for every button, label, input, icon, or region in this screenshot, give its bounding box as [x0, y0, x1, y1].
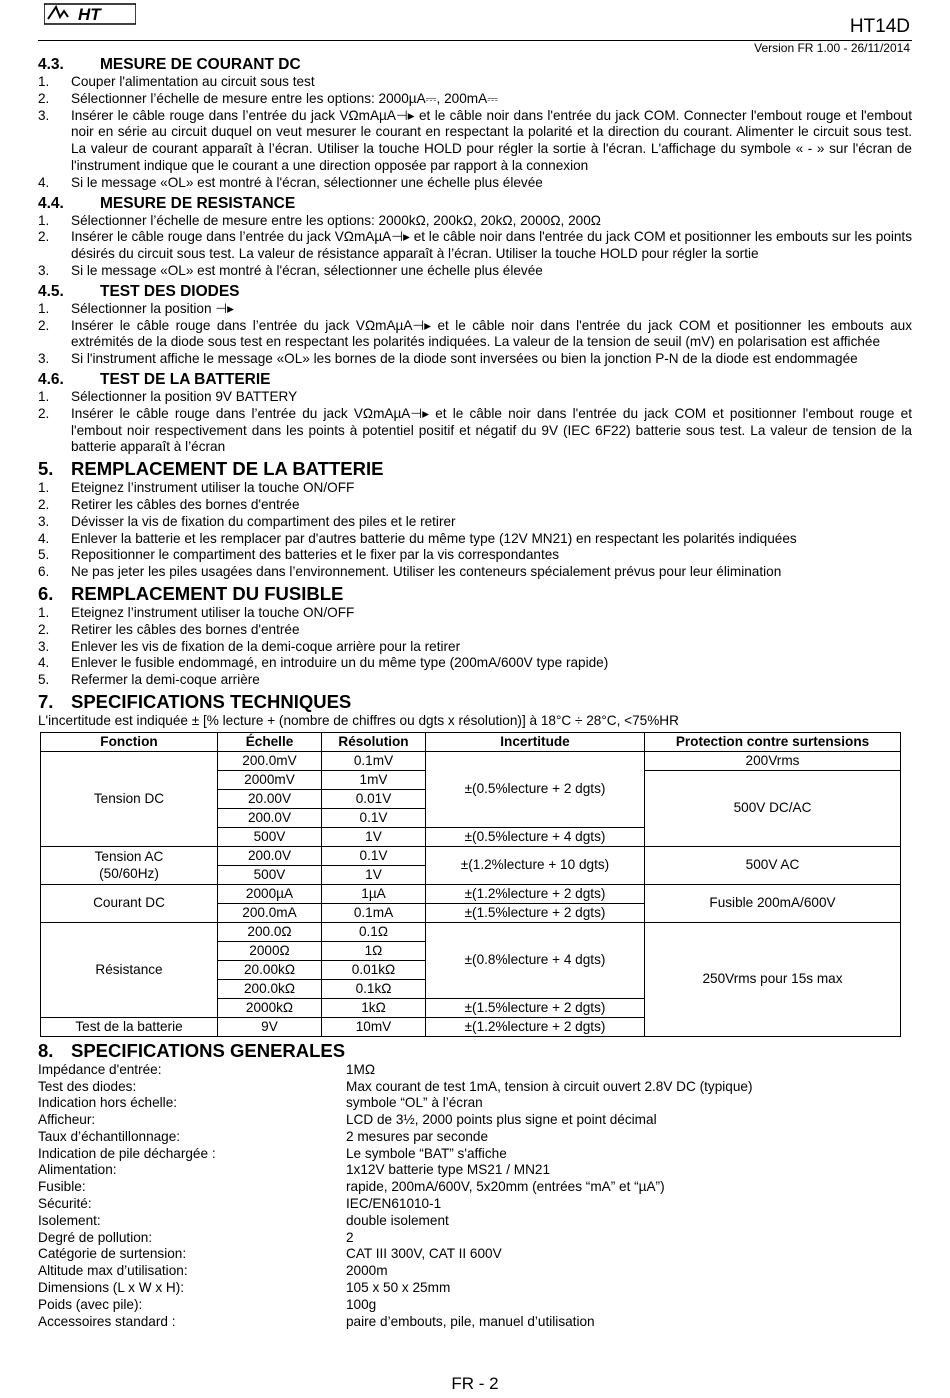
spec-key: Dimensions (L x W x H):	[38, 1280, 185, 1296]
protection-cell: 500V AC	[645, 846, 901, 884]
resolution-cell: 10mV	[322, 1017, 426, 1036]
spec-key: Indication hors échelle:	[38, 1095, 178, 1111]
list-item	[38, 263, 912, 280]
step-list	[38, 605, 912, 689]
resolution-cell: 0.01kΩ	[322, 960, 426, 979]
range-cell: 2000kΩ	[218, 998, 322, 1017]
spec-key: Catégorie de surtension:	[38, 1246, 187, 1262]
step-number: 1.	[38, 74, 50, 89]
step-text: Si le message «OL» est montré à l'écran, sélectionner une échelle plus élevée	[71, 174, 543, 190]
step-text: Si l'instrument affiche le message «OL» les bornes de la diode sont inversées ou bien la jonction P-N de la diode est endommagée	[71, 351, 858, 367]
resolution-cell: 1V	[322, 827, 426, 846]
accuracy-note: L'incertitude est indiquée ± [% lecture + (nombre de chiffres ou dgts x résolution)] à 18°C ÷ 28°C, <75%HR	[38, 712, 679, 728]
step-text: Sélectionner l’échelle de mesure entre les options: 2000kΩ, 200kΩ, 20kΩ, 2000Ω, 200Ω	[71, 212, 601, 228]
spec-value: double isolement	[346, 1212, 449, 1228]
protection-cell: 500V DC/AC	[645, 770, 901, 846]
resolution-cell: 1V	[322, 865, 426, 884]
spec-key: Isolement:	[38, 1212, 101, 1228]
ht-logo	[44, 3, 136, 25]
range-cell: 2000Ω	[218, 941, 322, 960]
spec-value: rapide, 200mA/600V, 5x20mm (entrées “mA” et “µA”)	[346, 1179, 665, 1195]
list-item	[38, 229, 912, 263]
step-text: Sélectionner la position 9V BATTERY	[71, 388, 298, 404]
resolution-cell: 1kΩ	[322, 998, 426, 1017]
list-item	[38, 480, 912, 497]
column-header: Protection contre surtensions	[645, 732, 901, 751]
step-number: 5.	[38, 672, 50, 688]
accuracy-cell: ±(1.5%lecture + 2 dgts)	[426, 903, 645, 922]
document-body	[38, 53, 912, 1330]
step-number: 3.	[38, 513, 50, 529]
spec-row	[38, 1062, 912, 1079]
table-row	[41, 922, 901, 941]
spec-row	[38, 1297, 912, 1314]
step-text: Repositionner le compartiment des batteries et le fixer par la vis correspondantes	[71, 547, 560, 563]
list-item	[38, 74, 912, 91]
range-cell: 2000mV	[218, 770, 322, 789]
spec-row	[38, 1280, 912, 1297]
table-row	[41, 846, 901, 865]
spec-row	[38, 1230, 912, 1247]
section-4-5	[38, 282, 912, 368]
resolution-cell: 0.1mA	[322, 903, 426, 922]
list-item	[38, 672, 912, 689]
spec-value: symbole “OL” à l’écran	[346, 1095, 483, 1111]
section-4-3	[38, 55, 912, 192]
step-text: Refermer la demi-coque arrière	[71, 672, 260, 688]
step-text: Insérer le câble rouge dans l’entrée du jack VΩmAµA⊣▸ et le câble noir dans l'entrée du jack COM et positionner les embouts sur les points désirés du circuit sous test. La valeur de résistance apparaît à l’écran. Utiliser la touche HOLD pour régler la sortie	[71, 229, 912, 262]
page-number: FR - 2	[451, 1374, 499, 1393]
step-text: Retirer les câbles des bornes d'entrée	[71, 621, 300, 637]
list-item	[38, 213, 912, 230]
protection-cell: 250Vrms pour 15s max	[645, 922, 901, 1036]
spec-value: 2 mesures par seconde	[346, 1128, 489, 1144]
spec-key: Test des diodes:	[38, 1078, 137, 1094]
list-item	[38, 622, 912, 639]
column-header: Fonction	[41, 732, 218, 751]
list-item	[38, 605, 912, 622]
step-list	[38, 74, 912, 192]
step-text: Insérer le câble rouge dans l’entrée du jack VΩmAµA⊣▸ et le câble noir dans l'entrée du jack COM. Connecter l'embout rouge et l'embout noir en série au circuit duquel on veut mesurer le courant en respectant la polarité et la direction du courant. Alimenter le circuit sous test. La valeur de courant apparaît à l’écran. Utiliser la touche HOLD pour régler la sortie à l'écran. L'affichage du symbole « - » sur l'écran de l'instrument indique que le courant a une direction opposée par rapport à la connexion	[71, 107, 912, 173]
section-heading: 4.3. MESURE DE COURANT DC	[38, 56, 301, 73]
range-cell: 200.0mV	[218, 751, 322, 770]
function-cell: Courant DC	[41, 884, 218, 922]
spec-key: Altitude max d’utilisation:	[38, 1263, 188, 1279]
step-text: Insérer le câble rouge dans l’entrée du jack VΩmAµA⊣▸ et le câble noir dans l'entrée du jack COM et positionner l'embout rouge et l'embout noir respectivement dans les points à potentiel positif et négatif du 9V (IEC 6F22) batterie sous test. La valeur de tension de la batterie apparaît à l’écran	[71, 405, 912, 455]
list-item	[38, 497, 912, 514]
step-number: 2.	[38, 229, 50, 245]
step-text: Enlever la batterie et les remplacer par d'autres batterie du même type (12V MN21) en respectant les polarités indiquées	[71, 530, 797, 546]
resolution-cell: 0.1V	[322, 846, 426, 865]
step-text: Enlever le fusible endommagé, en introduire un du même type (200mA/600V type rapide)	[71, 655, 609, 671]
range-cell: 20.00kΩ	[218, 960, 322, 979]
resolution-cell: 1µA	[322, 884, 426, 903]
resolution-cell: 0.1mV	[322, 751, 426, 770]
step-number: 2.	[38, 90, 50, 106]
range-cell: 200.0V	[218, 808, 322, 827]
section-heading: 4.4. MESURE DE RESISTANCE	[38, 194, 296, 212]
step-text: Sélectionner la position ⊣▸	[71, 300, 234, 316]
section-heading: 4.6. TEST DE LA BATTERIE	[38, 370, 271, 388]
protection-cell: Fusible 200mA/600V	[645, 884, 901, 922]
step-number: 1.	[38, 604, 50, 620]
spec-row	[38, 1314, 912, 1331]
spec-value: Max courant de test 1mA, tension à circuit ouvert 2.8V DC (typique)	[346, 1078, 753, 1094]
list-item	[38, 514, 912, 531]
spec-row	[38, 1196, 912, 1213]
range-cell: 200.0V	[218, 846, 322, 865]
section-heading: 8. SPECIFICATIONS GENERALES	[38, 1039, 346, 1061]
column-header: Incertitude	[426, 732, 645, 751]
spec-value: Le symbole “BAT” s'affiche	[346, 1145, 507, 1161]
step-text: Eteignez l’instrument utiliser la touche ON/OFF	[71, 480, 355, 496]
spec-key: Impédance d'entrée:	[38, 1061, 162, 1077]
svg-text:HT: HT	[78, 5, 101, 24]
spec-value: LCD de 3½, 2000 points plus signe et point décimal	[346, 1112, 657, 1128]
step-number: 1.	[38, 388, 50, 404]
spec-row	[38, 1213, 912, 1230]
section-4-4	[38, 194, 912, 280]
spec-key: Alimentation:	[38, 1162, 117, 1178]
section-8	[38, 1040, 912, 1331]
model-name: HT14D	[849, 16, 910, 37]
step-text: Dévisser la vis de fixation du compartiment des piles et le retirer	[71, 513, 456, 529]
list-item	[38, 108, 912, 175]
column-header: Résolution	[322, 732, 426, 751]
step-number: 3.	[38, 262, 50, 278]
function-cell: Résistance	[41, 922, 218, 1017]
table-row	[41, 751, 901, 770]
section-6	[38, 583, 912, 689]
section-heading: 5. REMPLACEMENT DE LA BATTERIE	[38, 458, 384, 480]
spec-table	[40, 732, 901, 1037]
resolution-cell: 0.1kΩ	[322, 979, 426, 998]
spec-value: IEC/EN61010-1	[346, 1196, 442, 1212]
accuracy-cell: ±(1.5%lecture + 2 dgts)	[426, 998, 645, 1017]
step-text: Enlever les vis de fixation de la demi-coque arrière pour la retirer	[71, 638, 461, 654]
step-list	[38, 389, 912, 456]
range-cell: 20.00V	[218, 789, 322, 808]
spec-key: Indication de pile déchargée :	[38, 1145, 216, 1161]
spec-row	[38, 1179, 912, 1196]
section-heading: 4.5. TEST DES DIODES	[38, 282, 240, 300]
step-number: 3.	[38, 351, 50, 367]
spec-key: Taux d’échantillonnage:	[38, 1128, 181, 1144]
resolution-cell: 0.1V	[322, 808, 426, 827]
range-cell: 200.0Ω	[218, 922, 322, 941]
step-number: 4.	[38, 530, 50, 546]
spec-value: 100g	[346, 1296, 377, 1312]
range-cell: 9V	[218, 1017, 322, 1036]
version-label: Version FR 1.00 - 26/11/2014	[754, 41, 910, 55]
spec-row	[38, 1112, 912, 1129]
spec-key: Fusible:	[38, 1179, 86, 1195]
step-text: Sélectionner l’échelle de mesure entre les options: 2000µA⎓, 200mA⎓	[71, 90, 499, 106]
list-item	[38, 91, 912, 108]
step-number: 4.	[38, 174, 50, 190]
section-5	[38, 458, 912, 581]
list-item	[38, 564, 912, 581]
step-number: 6.	[38, 564, 50, 580]
accuracy-cell: ±(0.5%lecture + 2 dgts)	[426, 751, 645, 827]
spec-key: Afficheur:	[38, 1112, 96, 1128]
spec-row	[38, 1162, 912, 1179]
list-item	[38, 639, 912, 656]
step-number: 4.	[38, 655, 50, 671]
accuracy-cell: ±(1.2%lecture + 2 dgts)	[426, 884, 645, 903]
step-number: 5.	[38, 547, 50, 563]
step-text: Eteignez l’instrument utiliser la touche ON/OFF	[71, 604, 355, 620]
spec-row	[38, 1246, 912, 1263]
resolution-cell: 1mV	[322, 770, 426, 789]
accuracy-cell: ±(0.8%lecture + 4 dgts)	[426, 922, 645, 998]
step-number: 1.	[38, 212, 50, 228]
table-row	[41, 884, 901, 903]
step-text: Si le message «OL» est montré à l'écran, sélectionner une échelle plus élevée	[71, 262, 543, 278]
step-number: 3.	[38, 638, 50, 654]
list-item	[38, 547, 912, 564]
step-number: 3.	[38, 107, 50, 123]
accuracy-cell: ±(1.2%lecture + 2 dgts)	[426, 1017, 645, 1036]
spec-value: 105 x 50 x 25mm	[346, 1280, 451, 1296]
list-item	[38, 531, 912, 548]
spec-row	[38, 1079, 912, 1096]
section-heading: 7. SPECIFICATIONS TECHNIQUES	[38, 690, 352, 712]
range-cell: 200.0mA	[218, 903, 322, 922]
step-number: 2.	[38, 405, 50, 421]
accuracy-cell: ±(0.5%lecture + 4 dgts)	[426, 827, 645, 846]
step-text: Ne pas jeter les piles usagées dans l’environnement. Utiliser les conteneurs spécialement prévus pour leur élimination	[71, 564, 782, 580]
function-cell: Tension DC	[41, 751, 218, 846]
list-item	[38, 655, 912, 672]
table-header-row	[41, 732, 901, 751]
section-7	[38, 691, 912, 1037]
spec-value: CAT III 300V, CAT II 600V	[346, 1246, 502, 1262]
function-cell: Test de la batterie	[41, 1017, 218, 1036]
range-cell: 500V	[218, 827, 322, 846]
function-cell: Tension AC (50/60Hz)	[41, 846, 218, 884]
section-4-6	[38, 370, 912, 456]
step-number: 2.	[38, 496, 50, 512]
step-list	[38, 213, 912, 280]
step-text: Retirer les câbles des bornes d'entrée	[71, 496, 300, 512]
step-text: Couper l'alimentation au circuit sous test	[71, 74, 315, 89]
list-item	[38, 351, 912, 368]
spec-key: Accessoires standard :	[38, 1313, 176, 1329]
range-cell: 200.0kΩ	[218, 979, 322, 998]
spec-key: Poids (avec pile):	[38, 1296, 143, 1312]
list-item	[38, 301, 912, 318]
range-cell: 500V	[218, 865, 322, 884]
column-header: Échelle	[218, 732, 322, 751]
spec-value: paire d’embouts, pile, manuel d’utilisation	[346, 1313, 595, 1329]
step-text: Insérer le câble rouge dans l’entrée du jack VΩmAµA⊣▸ et le câble noir dans l'entrée du jack COM et positionner les embouts aux extrémités de la diode sous test en respectant les polarités indiquées. La valeur de la tension de seuil (mV) en polarisation est affichée	[71, 317, 912, 350]
spec-value: 2000m	[346, 1263, 388, 1279]
resolution-cell: 1Ω	[322, 941, 426, 960]
protection-cell: 200Vrms	[645, 751, 901, 770]
step-list	[38, 480, 912, 581]
resolution-cell: 0.1Ω	[322, 922, 426, 941]
step-number: 2.	[38, 317, 50, 333]
section-heading: 6. REMPLACEMENT DU FUSIBLE	[38, 582, 344, 604]
step-number: 1.	[38, 300, 50, 316]
spec-value: 2	[346, 1229, 354, 1245]
range-cell: 2000µA	[218, 884, 322, 903]
spec-value: 1x12V batterie type MS21 / MN21	[346, 1162, 551, 1178]
resolution-cell: 0.01V	[322, 789, 426, 808]
spec-key: Sécurité:	[38, 1196, 92, 1212]
list-item	[38, 389, 912, 406]
spec-key: Degré de pollution:	[38, 1229, 153, 1245]
general-spec-list	[38, 1062, 912, 1331]
step-number: 1.	[38, 480, 50, 496]
spec-row	[38, 1263, 912, 1280]
step-number: 2.	[38, 621, 50, 637]
accuracy-cell: ±(1.2%lecture + 10 dgts)	[426, 846, 645, 884]
list-item	[38, 318, 912, 352]
step-list	[38, 301, 912, 368]
spec-row	[38, 1129, 912, 1146]
list-item	[38, 175, 912, 192]
spec-row	[38, 1095, 912, 1112]
spec-row	[38, 1146, 912, 1163]
spec-value: 1MΩ	[346, 1061, 376, 1077]
list-item	[38, 406, 912, 456]
